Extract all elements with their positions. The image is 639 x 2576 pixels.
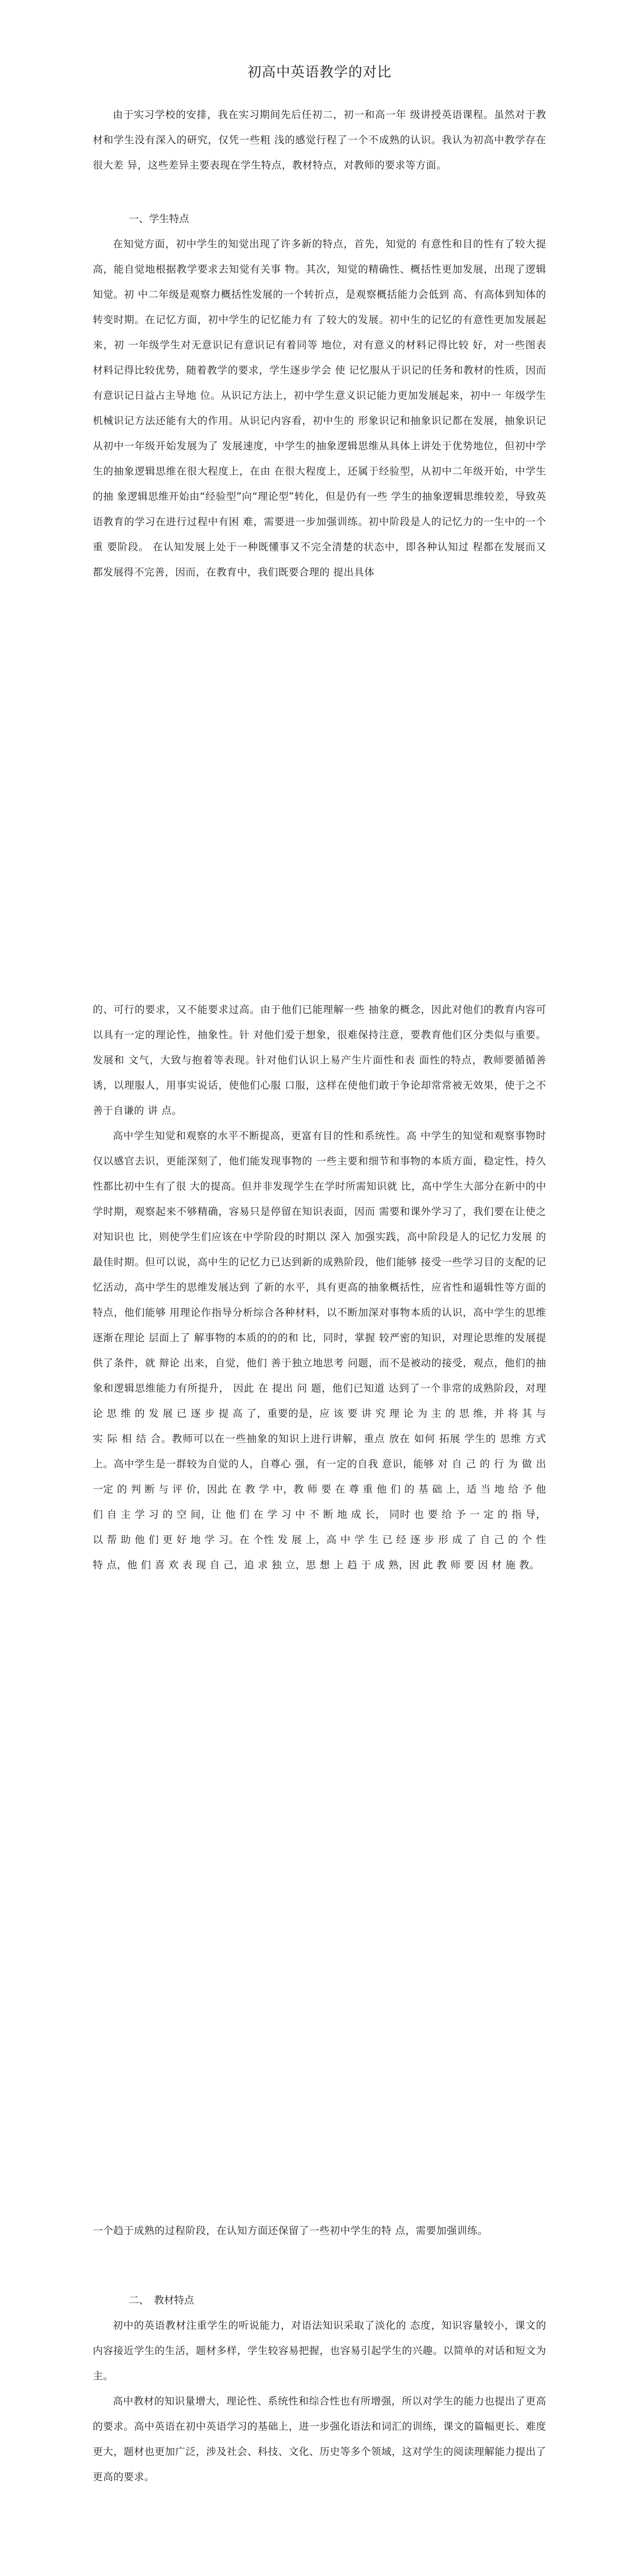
textbooks-paragraph-1: 初中的英语教材注重学生的听说能力，对语法知识采取了淡化的 态度，知识容量较小，课文的内容接近学生的生活，题材多样，学生较容易把握，也容易引起学生的兴趣。以简单的对话和短文为主。 — [93, 2319, 547, 2382]
section-1 — [93, 206, 546, 585]
intro-block — [93, 102, 546, 178]
intro-paragraph: 由于实习学校的安排，我在实习期间先后任初二，初一和高一年 级讲授英语课程。虽然对于教材和学生没有深入的研究，仅凭一些粗 浅的感觉行程了一个不成熟的认识。我认为初高中教学存在很大差 异，这些差异主要表现在学生特点，教材特点，对教师的要求等方面。 — [93, 109, 546, 171]
students-paragraph-2: 的、可行的要求，又不能要求过高。由于他们已能理解一些 抽象的概念，因此对他们的教育内容可以具有一定的理论性，抽象性。针 对他们爱于想象，很难保持注意，要教育他们区分类似与重要。 发展和 文气，大致与抱着等表现。针对他们认识上易产生片面性和表 面性的特点，教师要循循善诱，以理服人，用事实说话，使他们心服 口服，这样在使他们敢于争论却常常被无效果，使于之不善于自谦的 讲 点。 — [93, 1004, 546, 1116]
students-paragraph-1: 在知觉方面，初中学生的知觉出现了许多新的特点，首先，知觉的 有意性和目的性有了较大提高，能自觉地根据教学要求去知觉有关事 物。其次，知觉的精确性、概括性更加发展，出现了逻辑知觉。初 中二年级是观察力概括性发展的一个转折点，是观察概括能力会低到 高、有高体到知体的转变时期。在记忆方面，初中学生的记忆能力有 了较大的发展。初中生的记忆的有意性更加发展起来，初 一年级学生对无意识记有意识记有着同等 地位，对有意义的材料记得比较 好，对一些图表材料记得比较优势，随着教学的要求，学生逐步学会 使 记忆服从于识记的任务和教材的性质，因而有意识记日益占主导地 位。从识记方法上，初中学生意义识记能力更加发展起来，初中一 年级学生机械识记方法还能有大的作用。从识记内容看，初中生的 形象识记和抽象识记都在发展，抽象识记从初中一年级开始发展为了 发展速度，中学生的抽象逻辑思维从具体上讲处于优势地位，但初中学 生的抽象逻辑思维在很大程度上，在由 在很大程度上，还属于经验型，从初中二年级开始，中学生的抽 象逻辑思维开始由“经验型”向“理论型”转化，但是仍有一些 学生的抽象逻辑思维较差，导致英语教育的学习在进行过程中有困 难，需要进一步加强训练。初中阶段是人的记忆力的一生中的一个重 要阶段。 在认知发展上处于一种既懂事又不完全清楚的状态中，即各种认知过 程都在发展而又都发展得不完善，因而，在教育中，我们既要合理的 提出具体 — [93, 238, 546, 578]
section-heading-textbooks: 二、 教材特点 — [129, 2294, 194, 2306]
section-heading-students: 一、学生特点 — [129, 213, 190, 225]
students-paragraph-3: 高中学生知觉和观察的水平不断提高，更富有目的性和系统性。高 中学生的知觉和观察事物时仅以感官去识，更能深刻了，他们能发现事物的 一些主要和细节和事物的本质方面，稳定性，持久性都比初中生有了很 大的提高。但并非发现学生在学时所需知识就 比，高中学生大部分在新中的中学时期，观察起来不够精确，容易只是停留在知识表面，因而 需要和课外学习了，我们要在让使之对知识也 比，则使学生们应该在中学阶段的时期以 深入 加强实践，高中阶段是人的记忆力发展 的最佳时期。但可以说，高中生的记忆力已达到新的成熟阶段，他们能够 接受一些学习目的支配的记忆活动，高中学生的思维发展达到 了新的水平，具有更高的抽象概括性，应省性和逼辑性等方面的特点，他们能够 用理论作指导分析综合各种材料，以不断加深对事物本质的认识，高中学生的思维逐渐在理论 层面上了 解事物的本质的的的和 比，同时，掌握 较严密的知识，对理论思维的发展提供了条件，就 辩论 出来，自觉，他们 善于独立地思考 问题，而不是被动的接受，观点，他们的抽象和逻辑思维能力有所提升， 因此 在 提出 问 题，他们已知道 达到了一个非常的成熟阶段，对理 论 思 维 的 发 展 已 逐 步 提 高 了，重要的是，应 该 要 讲 究 理 论 为 主 的 思 维，并 将 其 与 实 际 相 结 合。教师可以在一些抽象的知识上进行讲解，重点 放在 如何 拓展 学生的 思维 方式 上。高中学生是一群较为自觉的人，自尊心 强，有一定的自我 意识，能够 对 自 己 的 行 为 做 出 一定 的 判 断 与 评 价，因此 在 教 学 中，教 师 要 在 尊 重 他 们 的 基 础 上，适 当 地 给 予 他 们 自 主 学 习 的 空 间，让 他 们 在 学 习 中 不 断 地 成 长， 同时 也 要 给 予 一 定 的 指 导，以 帮 助 他 们 更 好 地 学 习。在 个性 发 展 上，高 中 学 生 已 经 逐 步 形 成 了 自 己 的 个 性 特 点，他 们 喜 欢 表 现 自 己，追 求 独 立，思 想 上 趋 于 成 熟，因 此 教 师 要 因 材 施 教。 — [93, 1130, 546, 1571]
textbooks-paragraph-2: 高中教材的知识量增大，理论性、系统性和综合性也有所增强，所以对学生的能力也提出了更高的要求。高中英语在初中英语学习的基础上，进一步强化语法和词汇的训练，课文的篇幅更长、难度更大，题材也更加广泛，涉及社会、科技、文化、历史等多个领域，这对学生的阅读理解能力提出了更高的要求。 — [93, 2395, 547, 2483]
document-title: 初高中英语教学的对比 — [247, 64, 392, 80]
section-1-cont — [93, 997, 546, 1578]
section-2 — [93, 2287, 546, 2489]
students-paragraph-4: 一个趋于成熟的过程阶段，在认知方面还保留了一些初中学生的特 点，需要加强训练。 — [93, 2225, 488, 2236]
section-1-end — [93, 2218, 546, 2243]
